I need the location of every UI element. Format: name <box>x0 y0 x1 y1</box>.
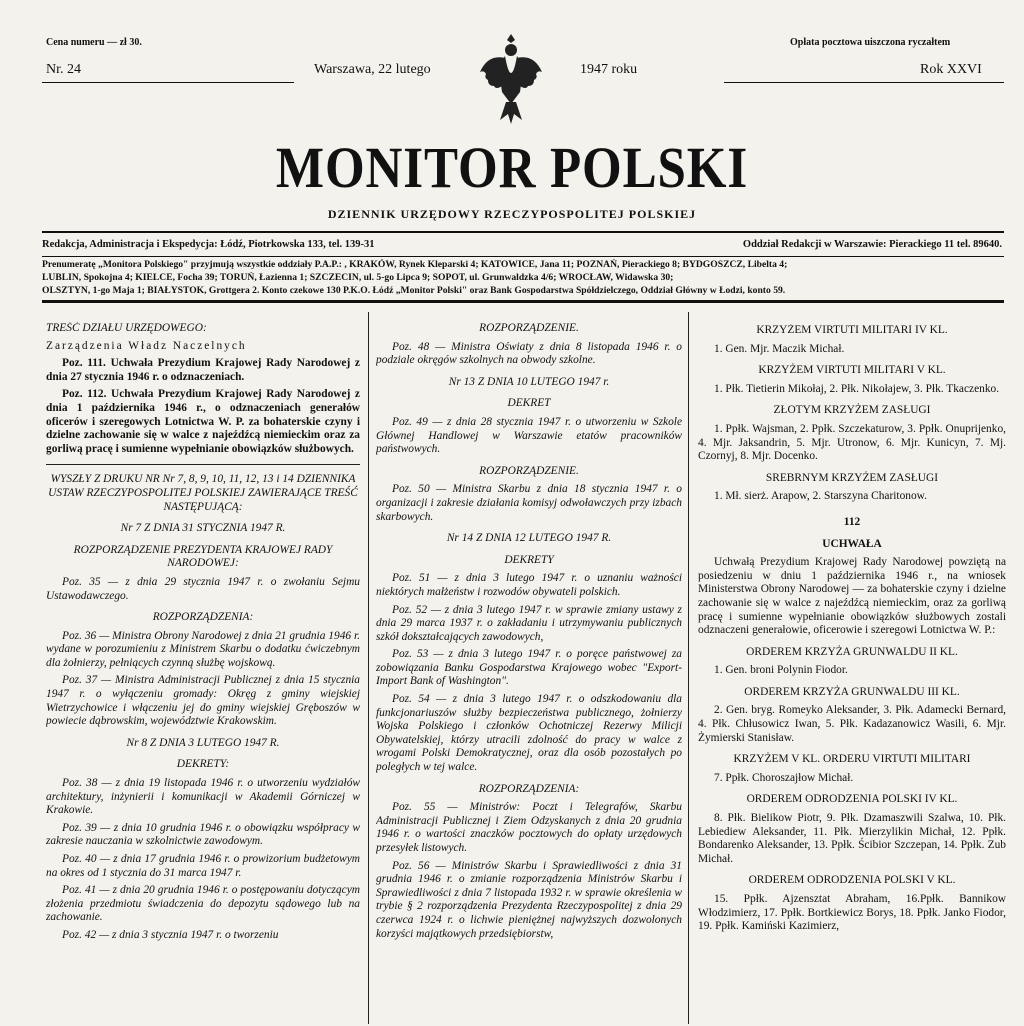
item-55: Poz. 55 — Ministrów: Poczt i Telegrafów, Skarbu Administracji Publicznej i Ziem Odzyskanych z dnia 20 grudnia 1946 r. o wartości znaczków pocztowych do opłaty urzędowych przesyłek listowych. <box>376 801 682 854</box>
item-51: Poz. 51 — z dnia 3 lutego 1947 r. o uznaniu ważności niektórych małżeństw i rozwodów obywateli polskich. <box>376 572 682 598</box>
editorial-info <box>42 239 1002 250</box>
resolution-body: Uchwałą Prezydium Krajowej Rady Narodowej powziętą na posiedzeniu w dniu 1 października 1946 r., na wniosek Ministerstwa Obrony Narodowej — za bohaterskie czyny i dzielne zachowanie się w walce z najeźdźcą niemieckim, oraz za gorliwą pracę i sumienne wypełnianie obowiązków służbowych zostali odznaczeni generałowie, oficerowie i szeregowi Lotnictwa W. P.: <box>698 556 1006 637</box>
masthead-title: MONITOR POLSKI <box>275 135 749 200</box>
resolution-heading: UCHWAŁA <box>822 537 882 550</box>
section-heading: TREŚĆ DZIAŁU URZĘDOWEGO: <box>46 322 207 334</box>
masthead-subtitle: DZIENNIK URZĘDOWY RZECZYPOSPOLITEJ POLSKIEJ <box>327 207 697 221</box>
year-label: 1947 roku <box>580 62 638 77</box>
award-list: 1. Ppłk. Wajsman, 2. Ppłk. Szczekaturow, 3. Ppłk. Onuprijenko, 4. Mjr. Jaksandrin, 5. Mjr. Utronow, 6. Mjr. Kunicyn, 7. Mj. Czornyj, 8. Mjr. Docenko. <box>698 422 1006 463</box>
price-label: Cena numeru — zł 30. <box>46 37 142 48</box>
item-50: Poz. 50 — Ministra Skarbu z dnia 18 stycznia 1947 r. o organizacji i zakresie działania komisyj odwoławczych przy izbach skarbowych. <box>376 483 682 523</box>
column-middle <box>376 322 682 1024</box>
item-42: Poz. 42 — z dnia 3 stycznia 1947 r. o tworzeniu <box>62 928 279 941</box>
regulations-heading: ROZPORZĄDZENIA: <box>478 782 580 795</box>
branch-address: Oddział Redakcji w Warszawie: Pierackiego 11 tel. 89640. <box>742 239 1002 250</box>
issue-heading: Nr 14 Z DNIA 12 LUTEGO 1947 R. <box>446 532 612 545</box>
award-list: 1. Mł. sierż. Arapow, 2. Starszyna Charitonow. <box>714 490 928 503</box>
notice-heading: WYSZŁY Z DRUKU NR Nr 7, 8, 9, 10, 11, 12, 13 i 14 DZIENNIKA USTAW RZECZYPOSPOLITEJ POLSKIEJ ZAWIERAJĄCE TREŚĆ NASTĘPUJĄCĄ: <box>48 473 358 513</box>
issue-heading: Nr 13 Z DNIA 10 LUTEGO 1947 r. <box>448 375 610 388</box>
award-list: 7. Ppłk. Choroszajłow Michał. <box>714 771 854 784</box>
award-heading: ORDEREM ODRODZENIA POLSKI IV KL. <box>746 793 958 806</box>
item-38: Poz. 38 — z dnia 19 listopada 1946 r. o utworzeniu wydziałów architektury, inżynierii i komunikacji w Akademii Górniczej w Krakowie. <box>46 777 360 817</box>
item-56: Poz. 56 — Ministrów Skarbu i Sprawiedliwości z dnia 31 grudnia 1946 r. o zmianie rozporządzenia Ministrów Skarbu i Sprawiedliwości z dnia 7 listopada 1932 r. w sprawie określenia w trybie § 2 rozporządzenia Prezydenta Rzeczypospolitej z dnia 29 czerwca 1924 r. o lichwie pieniężnej najwyższych dozwolonych korzyści majątkowych przedsiębiorstw, <box>376 859 682 940</box>
issue-number: Nr. 24 <box>46 62 81 77</box>
item-49: Poz. 49 — z dnia 28 stycznia 1947 r. o utworzeniu w Szkole Głównej Handlowej w Warszawie etatów pracowników państwowych. <box>376 415 682 456</box>
item-41: Poz. 41 — z dnia 20 grudnia 1946 r. o postępowaniu dotyczącym złożenia przedmiotu świadczenia do depozytu sądowego lub na zachowanie. <box>46 884 360 924</box>
item-36: Poz. 36 — Ministra Obrony Narodowej z dnia 21 grudnia 1946 r. wydane w porozumieniu z Ministrem Skarbu o dodatku ćwiczebnym dla żołnierzy, pełniących czynną służbę wojskową. <box>46 629 360 669</box>
editorial-address: Redakcja, Administracja i Ekspedycja: Łódź, Piotrkowska 133, tel. 139-31 <box>42 239 375 250</box>
item-40: Poz. 40 — z dnia 17 grudnia 1946 r. o prowizorium budżetowym na okres od 1 stycznia do 31 marca 1947 r. <box>46 853 360 879</box>
award-list: 1. Gen. Mjr. Maczik Michał. <box>714 342 845 355</box>
issue-heading: Nr 8 Z DNIA 3 LUTEGO 1947 R. <box>126 736 280 749</box>
decree-heading: DEKRET <box>507 397 551 410</box>
decrees-heading: DEKRETY: <box>176 758 230 771</box>
regulation-heading: ROZPORZĄDZENIE. <box>479 464 579 477</box>
resolution-number: 112 <box>843 515 861 528</box>
subscription-line-3: OLSZTYN, 1-go Maja 1; BIAŁYSTOK, Grottgera 2. Konto czekowe 130 P.K.O. Łódź „Monitor Polski" oraz Bank Gospodarstwa Spółdzielczego, Oddział Główny w Łodzi, konto 59. <box>42 285 786 296</box>
item-35: Poz. 35 — z dnia 29 stycznia 1947 r. o zwołaniu Sejmu Ustawodawczego. <box>46 575 360 602</box>
section-subheading: Zarządzenia Władz Naczelnych <box>46 339 247 352</box>
column-left <box>46 322 360 1024</box>
award-heading: ZŁOTYM KRZYŻEM ZASŁUGI <box>773 404 931 417</box>
award-list: 15. Ppłk. Ajzensztat Abraham, 16.Ppłk. Bannikow Włodzimierz, 17. Ppłk. Bortkiewicz Borys, 18. Ppłk. Janko Fiodor, 19. Ppłk. Kamiński Kazimierz, <box>698 893 1006 933</box>
dateline: Warszawa, 22 lutego <box>314 62 431 77</box>
award-heading: ORDEREM KRZYŻA GRUNWALDU II KL. <box>746 645 958 658</box>
decree-heading: ROZPORZĄDZENIE PREZYDENTA KRAJOWEJ RADY NARODOWEJ: <box>73 543 333 570</box>
regulation-heading: ROZPORZĄDZENIE. <box>479 322 579 334</box>
item-37: Poz. 37 — Ministra Administracji Publicznej z dnia 15 stycznia 1947 r. o wyłączeniu gromady: Okręg z gminy wiejskiej Wietrzychowice i włączeniu jej do gminy wiejskiej Gręboszów w powiecie dąbrowskim, województwie Krakowskim. <box>46 674 360 728</box>
item-53: Poz. 53 — z dnia 3 lutego 1947 r. o poręce państwowej za zobowiązania Banku Gospodarstwa Krajowego wobec "Export-Import Bank of Washington". <box>376 648 682 688</box>
column-divider <box>688 312 689 1024</box>
eagle-emblem-icon <box>478 30 544 126</box>
award-heading: KRZYŻEM V KL. ORDERU VIRTUTI MILITARI <box>733 753 971 766</box>
postage-label: Opłata pocztowa uiszczona ryczałtem <box>790 37 951 48</box>
item-48: Poz. 48 — Ministra Oświaty z dnia 8 listopada 1946 r. o podziale okręgów szkolnych na obwody szkolne. <box>376 340 682 367</box>
item-39: Poz. 39 — z dnia 10 grudnia 1946 r. o obowiązku współpracy w zakresie nauczania w szkolnictwie zawodowym. <box>46 821 360 848</box>
award-list: 2. Gen. bryg. Romeyko Aleksander, 3. Płk. Adamecki Bernard, 4. Płk. Chłusowicz Iwan, 5. Płk. Kadazanowicz Wasili, 6. Mjr. Żymierski Stanisław. <box>698 704 1006 744</box>
award-list: 1. Płk. Tietierin Mikołaj, 2. Płk. Nikołajew, 3. Płk. Tkaczenko. <box>714 382 1000 395</box>
volume-label: Rok XXVI <box>920 62 982 77</box>
item-111: Poz. 111. Uchwała Prezydium Krajowej Rady Narodowej z dnia 27 stycznia 1946 r. o odznaczeniach. <box>46 357 360 383</box>
award-heading: KRZYŻEM VIRTUTI MILITARI V KL. <box>758 364 946 377</box>
item-52: Poz. 52 — z dnia 3 lutego 1947 r. w sprawie zmiany ustawy z dnia 29 marca 1937 r. o zakładaniu i utrzymywaniu publicznych szkół dokształcających zawodowych, <box>376 603 682 643</box>
regulations-heading: ROZPORZĄDZENIA: <box>152 611 254 624</box>
award-heading: KRZYŻEM VIRTUTI MILITARI IV KL. <box>756 324 948 336</box>
decrees-heading: DEKRETY <box>504 553 554 566</box>
issue-heading: Nr 7 Z DNIA 31 STYCZNIA 1947 R. <box>120 522 286 535</box>
item-54: Poz. 54 — z dnia 3 lutego 1947 r. o odszkodowaniu dla funkcjonariuszów służby bezpieczeństwa publicznego, żołnierzy Wojska Polskiego i członków Ochotniczej Rezerwy Milicji Obywatelskiej, którzy utracili zdolność do pracy w walce z wrogami Polski Demokratycznej, oraz dla osób pozostałych po poległych w tej walce. <box>376 693 682 774</box>
subscription-line-2: LUBLIN, Spokojna 4; KIELCE, Focha 39; TORUŃ, Łazienna 1; SZCZECIN, ul. 5-go Lipca 9; SOPOT, ul. Grunwaldzka 4/6; WROCŁAW, Widawska 30; <box>42 272 674 283</box>
item-112: Poz. 112. Uchwała Prezydium Krajowej Rady Narodowej z dnia 1 października 1946 r., o odznaczeniach generałów oficerów i szeregowych Lotnictwa W. P. za bohaterskie czyny i dzielne zachowanie się w walce z najeźdźcą niemieckim oraz za gorliwą pracę i sumienne wypełnianie obowiązków służbowych. <box>46 388 360 455</box>
award-list: 1. Gen. broni Polynin Fiodor. <box>714 664 848 677</box>
award-heading: ORDEREM KRZYŻA GRUNWALDU III KL. <box>744 685 960 698</box>
column-divider <box>368 312 369 1024</box>
award-heading: ORDEREM ODRODZENIA POLSKI V KL. <box>748 874 956 887</box>
column-right <box>698 324 1006 1026</box>
award-heading: SREBRNYM KRZYŻEM ZASŁUGI <box>765 471 939 484</box>
award-list: 8. Płk. Bielikow Piotr, 9. Płk. Dzamaszwili Szalwa, 10. Płk. Lebiediew Aleksander, 11. Płk. Mierzylikin Michał, 12. Ppłk. Bondarenko Aleksander, 13. Ppłk. Ścibior Szczepan, 14. Ppłk. Zub Michał. <box>698 812 1006 865</box>
subscription-line-1: Prenumeratę „Monitora Polskiego" przyjmują wszystkie oddziały P.A.P.: , KRAKÓW, Rynek Kleparski 4; KATOWICE, Jana 11; POZNAŃ, Pierackiego 8; BYDGOSZCZ, Libelta 4; <box>42 259 788 270</box>
